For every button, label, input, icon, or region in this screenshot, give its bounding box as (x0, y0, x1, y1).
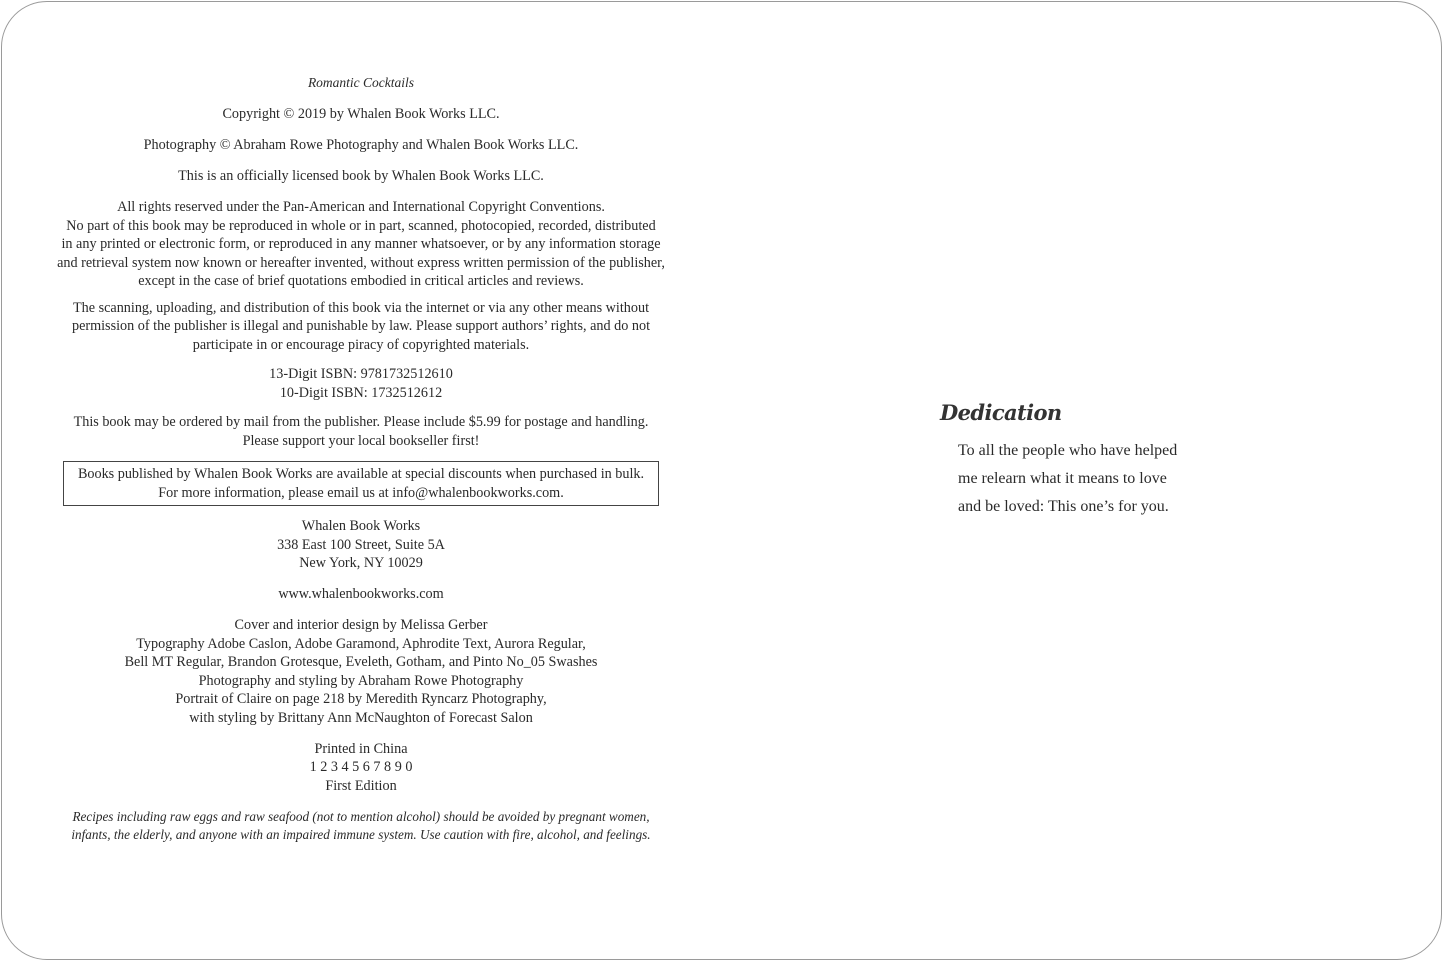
rights-line: except in the case of brief quotations embodied in critical articles and reviews. (138, 273, 584, 289)
order-paragraph (40, 413, 682, 450)
credits-line: Bell MT Regular, Brandon Grotesque, Eveleth, Gotham, and Pinto No_05 Swashes (124, 654, 598, 670)
credits-line: Cover and interior design by Melissa Gerber (234, 617, 488, 633)
copyright-line: Copyright © 2019 by Whalen Book Works LLC. (222, 106, 500, 122)
piracy-line: The scanning, uploading, and distribution of this book via the internet or via any other means without (72, 299, 650, 316)
bulk-line: Books published by Whalen Book Works are available at special discounts when purchased in bulk. (77, 466, 645, 482)
printing-info (40, 740, 682, 796)
credits-line: Portrait of Claire on page 218 by Meredith Ryncarz Photography, (175, 691, 547, 707)
rights-line: No part of this book may be reproduced in whole or in part, scanned, photocopied, recorded, distributed (66, 217, 656, 234)
piracy-line: participate in or encourage piracy of copyrighted materials. (192, 336, 530, 353)
dedication-line: me relearn what it means to love (958, 470, 1167, 487)
dedication-page (940, 400, 1260, 521)
address-line: 338 East 100 Street, Suite 5A (277, 536, 445, 553)
publisher-address (40, 517, 682, 573)
address-line: New York, NY 10029 (299, 555, 423, 571)
piracy-line: permission of the publisher is illegal and punishable by law. Please support authors’ rights, and do not (71, 318, 651, 334)
website-line: www.whalenbookworks.com (278, 586, 444, 602)
printing-line: Printed in China (314, 740, 408, 757)
isbn-13: 13-Digit ISBN: 9781732512610 (269, 366, 453, 382)
copyright-page (40, 70, 682, 845)
book-title: Romantic Cocktails (307, 75, 415, 90)
bulk-line: For more information, please email us at info@whalenbookworks.com. (158, 484, 564, 501)
order-line: This book may be ordered by mail from the publisher. Please include $5.99 for postage and handling. (73, 414, 649, 430)
bulk-discount-box (63, 461, 659, 506)
address-line: Whalen Book Works (301, 518, 421, 534)
rights-paragraph (40, 198, 682, 291)
dedication-line: and be loved: This one’s for you. (958, 498, 1169, 515)
safety-warning (40, 808, 682, 845)
order-line: Please support your local bookseller first! (242, 432, 480, 449)
dedication-text (958, 437, 1218, 521)
warning-line: infants, the elderly, and anyone with an impaired immune system. Use caution with fire, alcohol, and feelings. (71, 827, 651, 842)
dedication-line: To all the people who have helped (958, 442, 1178, 459)
printing-line: 1 2 3 4 5 6 7 8 9 0 (309, 759, 413, 775)
isbn-block (40, 365, 682, 402)
dedication-title: Dedication (940, 400, 1062, 425)
credits-line: Typography Adobe Caslon, Adobe Garamond, Aphrodite Text, Aurora Regular, (136, 635, 586, 652)
credits-line: with styling by Brittany Ann McNaughton of Forecast Salon (189, 709, 533, 726)
rights-line: All rights reserved under the Pan-American and International Copyright Conventions. (117, 199, 605, 215)
isbn-10: 10-Digit ISBN: 1732512612 (279, 384, 443, 401)
rights-line: in any printed or electronic form, or reproduced in any manner whatsoever, or by any information storage (61, 236, 661, 252)
rights-line: and retrieval system now known or hereafter invented, without express written permission of the publisher, (57, 254, 665, 271)
warning-line: Recipes including raw eggs and raw seafood (not to mention alcohol) should be avoided by pregnant women, (72, 808, 650, 824)
credits-line: Photography and styling by Abraham Rowe Photography (198, 672, 524, 689)
photography-copyright-line: Photography © Abraham Rowe Photography and Whalen Book Works LLC. (143, 137, 579, 153)
license-line: This is an officially licensed book by Whalen Book Works LLC. (178, 168, 544, 184)
printing-line: First Edition (325, 777, 397, 794)
credits-paragraph (40, 616, 682, 727)
piracy-paragraph (40, 299, 682, 355)
